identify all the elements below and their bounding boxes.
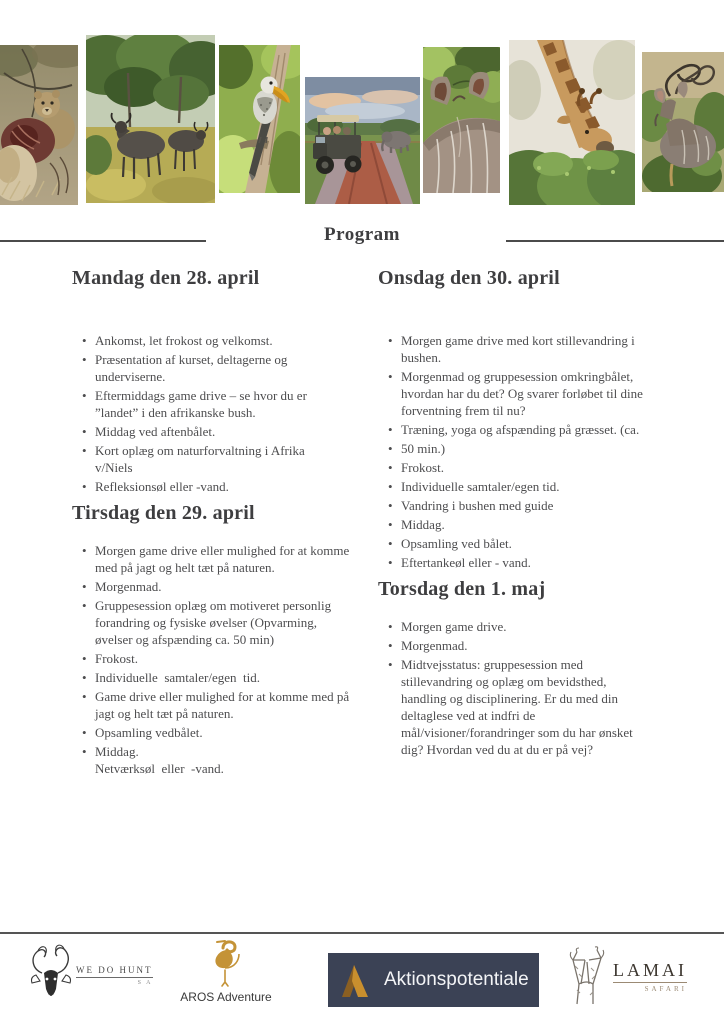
wildebeest-photo-art — [86, 35, 215, 203]
logo-aros-adventure — [178, 938, 274, 1008]
item-line-lead — [388, 459, 678, 476]
aros-bird-icon — [205, 938, 247, 988]
program-item — [388, 368, 678, 419]
program-column — [72, 266, 372, 779]
kudu-head-icon — [28, 943, 74, 1007]
bullet-glyph: • — [82, 352, 87, 367]
item-text: Game drive eller mulighed for at komme med på — [95, 689, 350, 704]
we-do-hunt-sub: S A — [137, 979, 153, 986]
program-item — [388, 421, 678, 438]
item-text: Opsamling ved bålet. — [401, 536, 512, 551]
item-text: øvelser og afspænding ca. 50 min) — [95, 632, 275, 647]
item-line-wrap — [388, 402, 678, 419]
program-item — [388, 516, 678, 533]
program-item — [82, 351, 372, 385]
logo-we-do-hunt — [28, 942, 168, 1008]
day-heading: Onsdag den 30. april — [378, 267, 560, 289]
item-text: Præsentation af kurset, deltagerne og — [95, 352, 288, 367]
item-line-wrap — [82, 614, 372, 631]
program-item — [388, 332, 678, 366]
item-text: Vandring i bushen med guide — [401, 498, 554, 513]
bullet-glyph: • — [82, 670, 87, 685]
bullet-glyph: • — [82, 689, 87, 704]
day-section — [378, 266, 678, 571]
lamai-name: LAMAI — [613, 960, 687, 983]
item-line-lead — [82, 688, 372, 705]
page-title: Program — [324, 224, 400, 245]
item-line-lead — [82, 332, 372, 349]
item-line-lead — [82, 351, 372, 368]
bullet-glyph: • — [82, 725, 87, 740]
aktionspotentiale-name: Aktionspotentiale — [384, 969, 529, 990]
item-text: deltaglese ved at indfri de — [401, 708, 536, 723]
aktionspotentiale-mark-icon — [328, 953, 380, 1007]
item-line-lead — [82, 442, 372, 459]
item-line-lead — [82, 669, 372, 686]
item-line-wrap — [82, 760, 372, 777]
hornbill-photo-art — [219, 45, 300, 193]
bullet-glyph: • — [388, 333, 393, 348]
item-text: Morgen game drive eller mulighed for at komme — [95, 543, 350, 558]
photo-wildebeest-herd — [86, 35, 215, 203]
item-text: bushen. — [401, 350, 442, 365]
item-line-wrap — [82, 404, 372, 421]
item-text: dig? Hvordan ved du at du er på vej? — [401, 742, 594, 757]
logo-lamai-safari — [563, 944, 703, 1008]
item-text: ”landet” i den afrikanske bush. — [95, 405, 256, 420]
item-text: Morgen game drive. — [401, 619, 507, 634]
program-item — [82, 688, 372, 722]
item-text: forventning frem til nu? — [401, 403, 526, 418]
bullet-glyph: • — [388, 422, 393, 437]
program-item — [388, 440, 678, 457]
item-line-lead — [388, 440, 678, 457]
bullet-glyph: • — [388, 517, 393, 532]
program-item — [82, 542, 372, 576]
bullet-glyph: • — [82, 543, 87, 558]
item-line-wrap — [388, 741, 678, 758]
item-line-wrap — [388, 673, 678, 690]
program-item — [388, 618, 678, 635]
kudu-bull-photo-art — [642, 52, 724, 192]
item-text: Morgenmad. — [95, 579, 162, 594]
program-item — [388, 554, 678, 571]
item-text: 50 min.) — [401, 441, 446, 456]
program-item — [82, 650, 372, 667]
item-text: handling og disciplinering. Er du med din — [401, 691, 618, 706]
item-line-lead — [388, 554, 678, 571]
program-item — [388, 478, 678, 495]
item-text: Morgenmad. — [401, 638, 468, 653]
item-line-lead — [388, 535, 678, 552]
day-list — [388, 618, 678, 758]
logo-aktionspotentiale — [328, 953, 539, 1007]
program-item — [82, 332, 372, 349]
day-heading: Torsdag den 1. maj — [378, 578, 546, 600]
item-text: Middag. — [401, 517, 445, 532]
day-section — [72, 501, 372, 777]
item-line-wrap — [388, 349, 678, 366]
item-text: Ankomst, let frokost og velkomst. — [95, 333, 273, 348]
item-text: Frokost. — [401, 460, 444, 475]
photo-yellow-billed-hornbill — [219, 45, 300, 193]
photo-safari-truck-elephant — [305, 77, 420, 204]
item-line-lead — [82, 597, 372, 614]
item-line-lead — [82, 724, 372, 741]
bullet-glyph: • — [388, 479, 393, 494]
safari-photo-art — [305, 77, 420, 204]
bullet-glyph: • — [388, 619, 393, 634]
item-line-lead — [82, 478, 372, 495]
bullet-glyph: • — [388, 460, 393, 475]
item-text: stillevandring og oplæg om bevidsthed, — [401, 674, 607, 689]
item-text: jagt og helt tæt på naturen. — [95, 706, 234, 721]
item-line-lead — [388, 516, 678, 533]
bullet-glyph: • — [388, 657, 393, 672]
item-text: underviserne. — [95, 369, 166, 384]
item-line-wrap — [388, 724, 678, 741]
item-line-lead — [388, 618, 678, 635]
item-text: Eftertankeøl eller - vand. — [401, 555, 531, 570]
item-line-lead — [388, 637, 678, 654]
title-rule-right — [506, 240, 724, 242]
day-list — [82, 332, 372, 495]
item-text: Morgenmad og gruppesession omkringbålet, — [401, 369, 634, 384]
item-text: Refleksionsøl eller -vand. — [95, 479, 229, 494]
program-item — [82, 423, 372, 440]
item-line-wrap — [82, 459, 372, 476]
item-line-lead — [388, 332, 678, 349]
bullet-glyph: • — [388, 555, 393, 570]
item-text: Gruppesession oplæg om motiveret personlig — [95, 598, 332, 613]
item-line-lead — [82, 650, 372, 667]
item-text: Frokost. — [95, 651, 138, 666]
item-line-lead — [388, 656, 678, 673]
day-section — [72, 266, 372, 495]
program-item — [388, 459, 678, 476]
bullet-glyph: • — [388, 536, 393, 551]
item-line-wrap — [82, 705, 372, 722]
item-text: Midtvejsstatus: gruppesession med — [401, 657, 583, 672]
program-item — [82, 669, 372, 686]
giraffe-sketch-icon — [563, 946, 611, 1006]
kudu-closeup-photo-art — [423, 47, 500, 193]
item-text: Træning, yoga og afspænding på græsset. (ca. — [401, 422, 640, 437]
program-item — [82, 442, 372, 476]
lamai-sub: SAFARI — [644, 984, 687, 993]
giraffe-photo-art — [509, 40, 635, 205]
item-text: Kort oplæg om naturforvaltning i Afrika — [95, 443, 305, 458]
program-item — [82, 724, 372, 741]
day-section — [378, 577, 678, 758]
day-list — [82, 542, 372, 777]
item-line-lead — [388, 421, 678, 438]
bullet-glyph: • — [388, 369, 393, 384]
bullet-glyph: • — [388, 498, 393, 513]
bullet-glyph: • — [388, 638, 393, 653]
item-line-lead — [388, 497, 678, 514]
bullet-glyph: • — [82, 333, 87, 348]
item-line-wrap — [82, 368, 372, 385]
photo-kudu-closeup — [423, 47, 500, 193]
item-text: Netværksøl eller -vand. — [95, 761, 224, 776]
item-text: Individuelle samtaler/egen tid. — [95, 670, 260, 685]
program-item — [388, 637, 678, 654]
bullet-glyph: • — [82, 424, 87, 439]
item-text: mål/visioner/forandringer som du har ønsket — [401, 725, 633, 740]
item-text: hvordan har du det? Og svarer forløbet til dine — [401, 386, 643, 401]
program-item — [388, 535, 678, 552]
bullet-glyph: • — [82, 744, 87, 759]
program-item — [82, 387, 372, 421]
item-text: Middag ved aftenbålet. — [95, 424, 216, 439]
item-text: Middag. — [95, 744, 139, 759]
item-line-lead — [82, 743, 372, 760]
item-line-wrap — [388, 707, 678, 724]
item-line-lead — [82, 578, 372, 595]
bullet-glyph: • — [388, 441, 393, 456]
day-heading: Tirsdag den 29. april — [72, 502, 255, 524]
item-line-lead — [82, 387, 372, 404]
item-line-wrap — [388, 690, 678, 707]
item-line-lead — [82, 542, 372, 559]
item-text: Individuelle samtaler/egen tid. — [401, 479, 560, 494]
aros-adventure-name: AROS Adventure — [180, 990, 272, 1004]
item-text: Morgen game drive med kort stillevandring i — [401, 333, 635, 348]
item-line-lead — [388, 368, 678, 385]
program-item — [82, 478, 372, 495]
bullet-glyph: • — [82, 651, 87, 666]
item-text: Opsamling vedbålet. — [95, 725, 203, 740]
photo-giraffe-feeding — [509, 40, 635, 205]
photo-lioness-at-kill — [0, 45, 78, 205]
item-line-lead — [388, 478, 678, 495]
item-text: forandring og fysiske øvelser (Opvarming, — [95, 615, 318, 630]
photo-kudu-bull — [642, 52, 724, 192]
title-rule-left — [0, 240, 206, 242]
program-item — [388, 656, 678, 758]
item-text: v/Niels — [95, 460, 133, 475]
program-item — [388, 497, 678, 514]
program-item — [82, 597, 372, 648]
item-line-wrap — [388, 385, 678, 402]
day-heading: Mandag den 28. april — [72, 267, 260, 289]
bullet-glyph: • — [82, 443, 87, 458]
lion-photo-art — [0, 45, 78, 205]
we-do-hunt-name: WE DO HUNT — [76, 965, 153, 978]
we-do-hunt-text — [76, 965, 153, 986]
bullet-glyph: • — [82, 598, 87, 613]
program-column — [378, 266, 678, 760]
lamai-text — [613, 960, 687, 993]
day-list — [388, 332, 678, 571]
bullet-glyph: • — [82, 388, 87, 403]
program-item — [82, 743, 372, 777]
footer-rule — [0, 932, 724, 934]
program-item — [82, 578, 372, 595]
item-text: med på jagt og helt tæt på naturen. — [95, 560, 275, 575]
item-line-wrap — [82, 631, 372, 648]
bullet-glyph: • — [82, 479, 87, 494]
item-line-wrap — [82, 559, 372, 576]
item-line-lead — [82, 423, 372, 440]
item-text: Eftermiddags game drive – se hvor du er — [95, 388, 307, 403]
bullet-glyph: • — [82, 579, 87, 594]
